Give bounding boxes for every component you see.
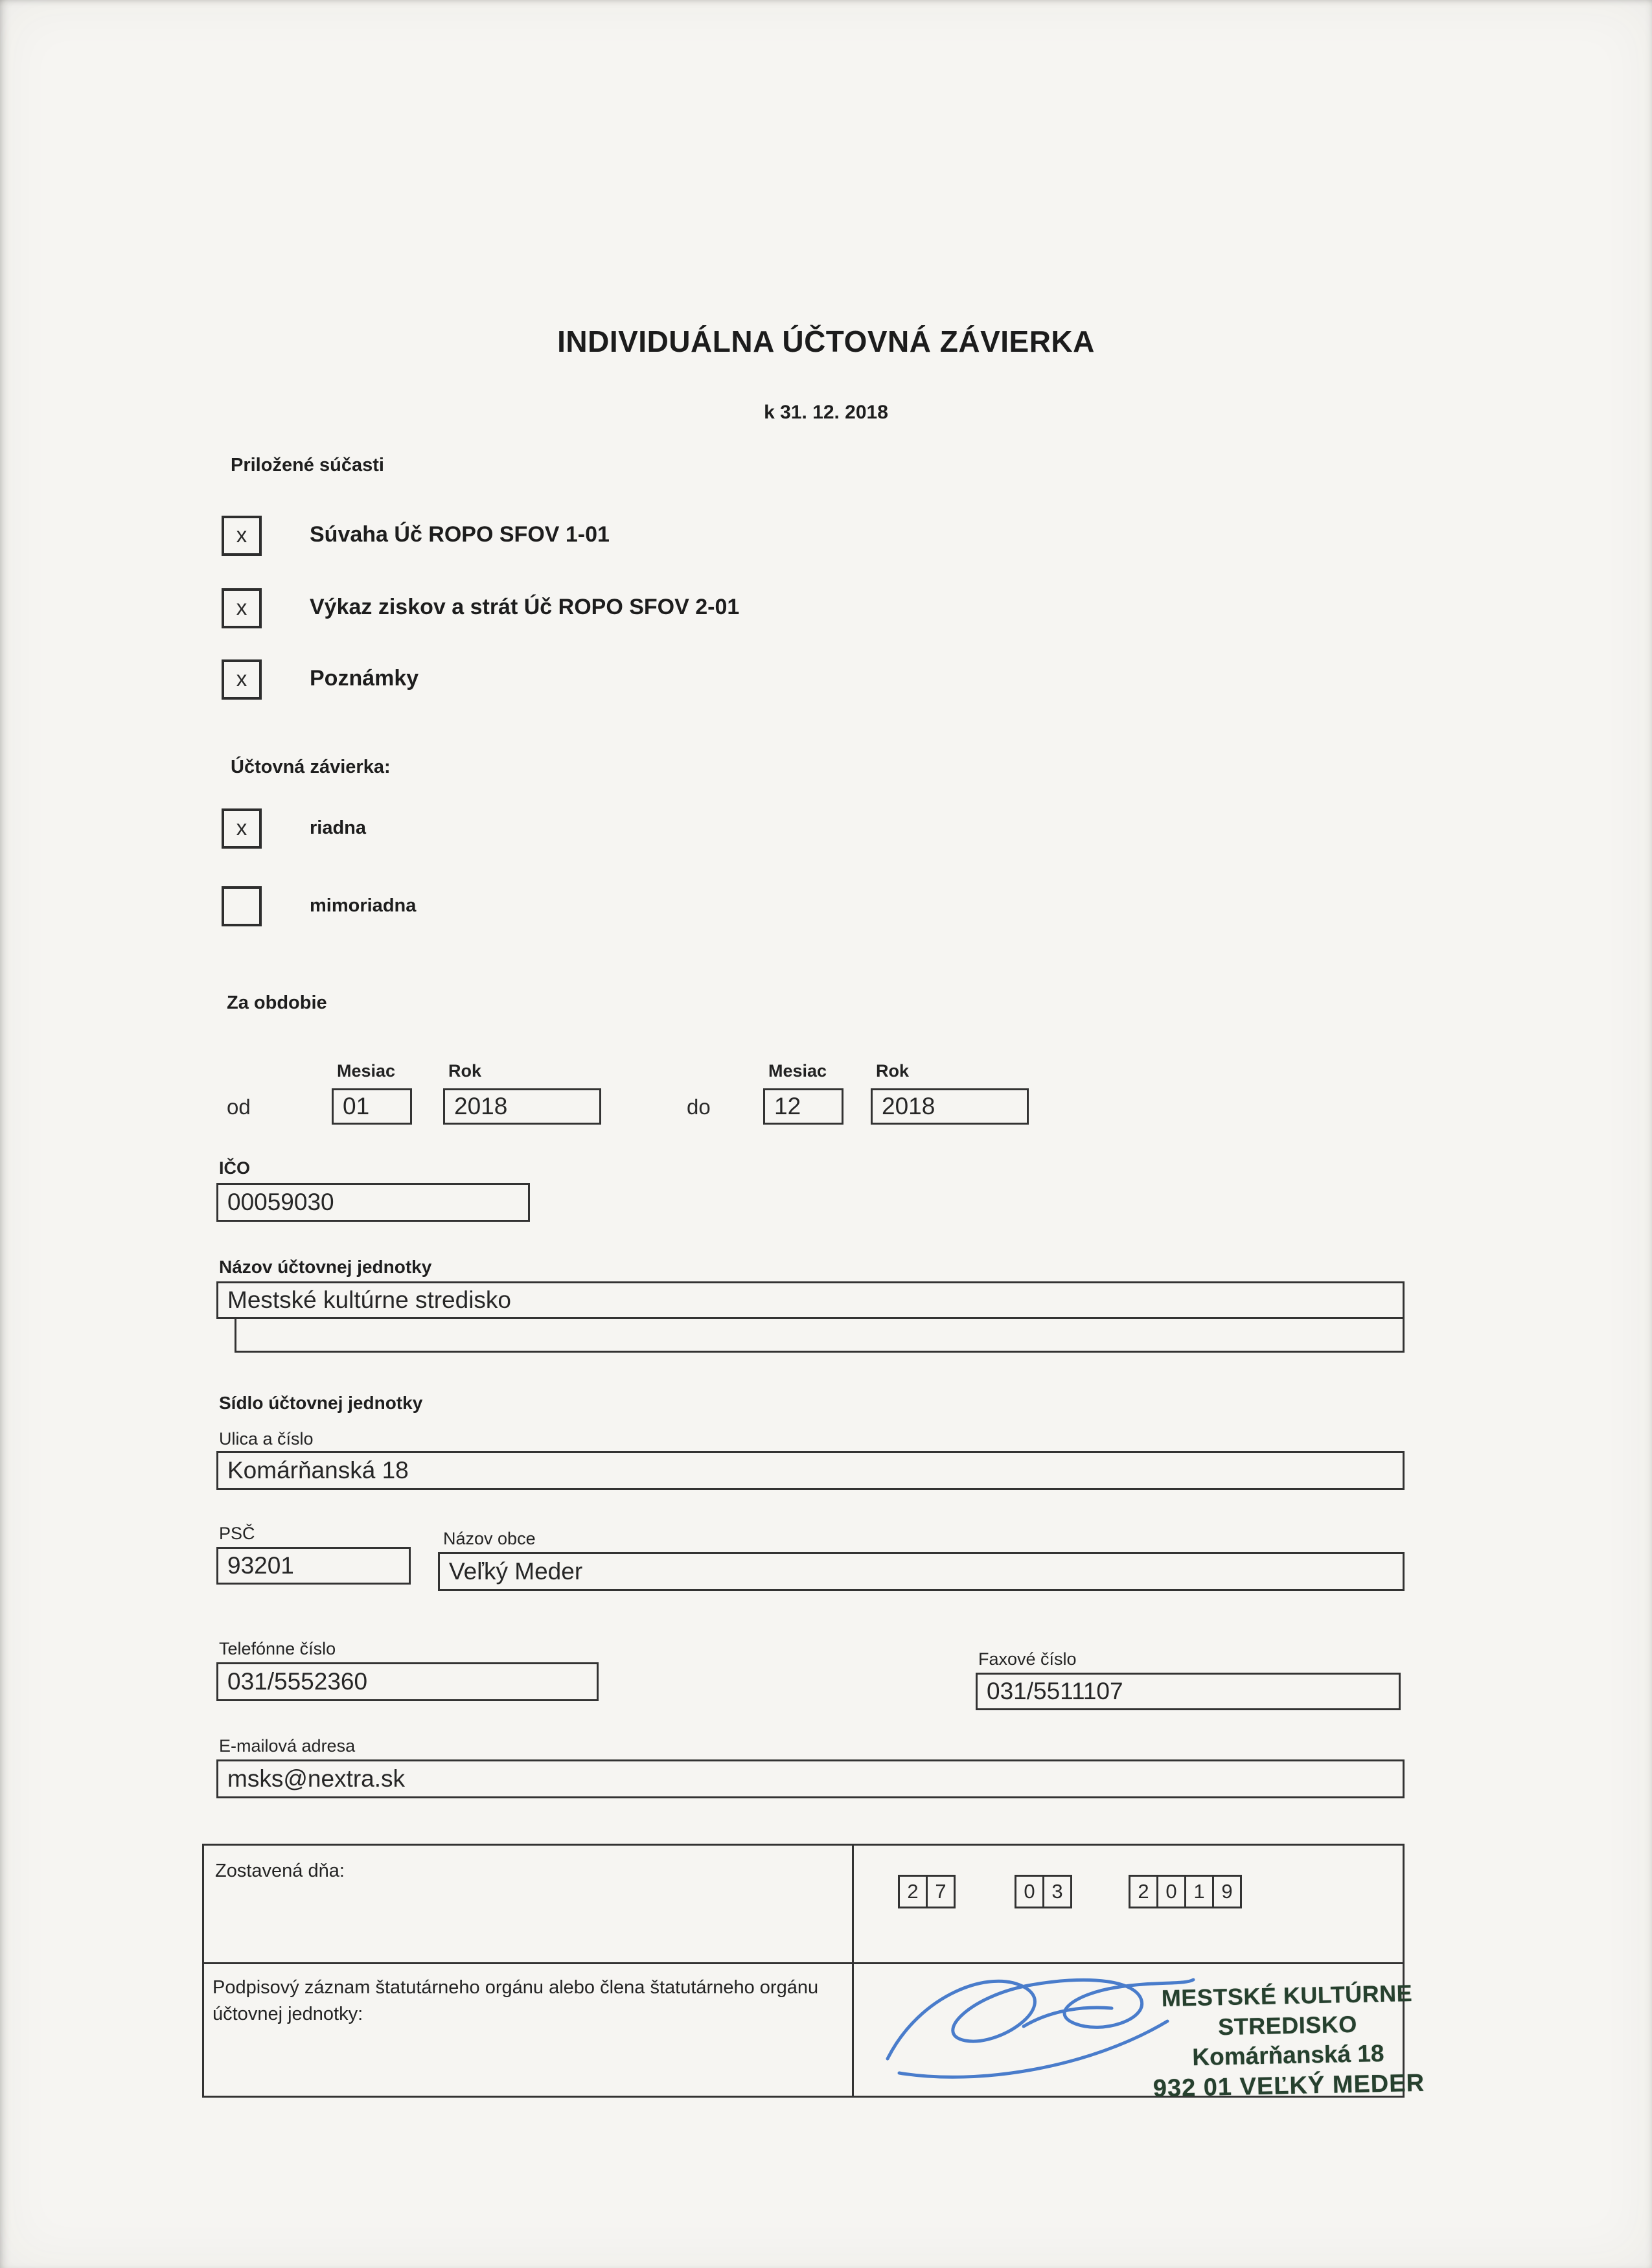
- email-value: msks@nextra.sk: [227, 1765, 405, 1792]
- compiled-on-label: Zostavená dňa:: [215, 1861, 345, 1881]
- email-label: E-mailová adresa: [219, 1736, 356, 1756]
- town-label: Názov obce: [443, 1529, 536, 1548]
- period-to-label: do: [687, 1095, 711, 1119]
- company-stamp: [1092, 1977, 1484, 2106]
- ico-field: [216, 1183, 530, 1222]
- date-digit: 1: [1184, 1875, 1214, 1908]
- date-year-boxes: [1129, 1875, 1242, 1908]
- ico-label: IČO: [219, 1158, 251, 1178]
- month-label-from: Mesiac: [337, 1061, 396, 1081]
- email-field: [216, 1759, 1405, 1798]
- entity-name-field-row2: [235, 1317, 1405, 1353]
- town-value: Veľký Meder: [449, 1558, 583, 1585]
- checkbox-suvaha: [222, 516, 262, 556]
- date-month-boxes: [1015, 1875, 1072, 1908]
- date-digit: 0: [1015, 1875, 1044, 1908]
- date-digit: 3: [1042, 1875, 1072, 1908]
- month-label-to: Mesiac: [768, 1061, 827, 1081]
- period-from-label: od: [227, 1095, 251, 1119]
- to-month-field: [763, 1088, 843, 1125]
- period-heading: Za obdobie: [227, 992, 327, 1013]
- to-year-value: 2018: [882, 1093, 935, 1119]
- entity-name-value: Mestské kultúrne stredisko: [227, 1287, 512, 1313]
- date-digit: 2: [898, 1875, 928, 1908]
- checkbox-vykaz: [222, 588, 262, 628]
- fax-field: [976, 1673, 1401, 1710]
- attachments-heading: Priložené súčasti: [231, 455, 384, 475]
- street-label: Ulica a číslo: [219, 1429, 314, 1449]
- signature-record-label: Podpisový záznam štatutárneho orgánu alebo člena štatutárneho orgánu účtovnej jednotky:: [212, 1977, 819, 2024]
- date-digit: 0: [1156, 1875, 1186, 1908]
- address-heading: Sídlo účtovnej jednotky: [219, 1393, 423, 1413]
- fax-value: 031/5511107: [987, 1678, 1123, 1704]
- checkbox-mark: x: [236, 666, 247, 691]
- table-vertical-divider: [852, 1846, 854, 2096]
- psc-value: 93201: [227, 1552, 294, 1579]
- table-horizontal-divider: [204, 1962, 1403, 1964]
- town-field: [438, 1552, 1405, 1591]
- date-digit: 7: [926, 1875, 956, 1908]
- to-year-field: [871, 1088, 1029, 1125]
- fax-label: Faxové číslo: [978, 1649, 1077, 1669]
- checkbox-mark: x: [236, 815, 247, 840]
- street-value: Komárňanská 18: [227, 1457, 409, 1483]
- street-field: [216, 1451, 1405, 1490]
- checkbox-mark: x: [236, 522, 247, 547]
- psc-label: PSČ: [219, 1524, 255, 1543]
- statement-label-riadna: riadna: [310, 818, 367, 838]
- date-digit: 2: [1129, 1875, 1158, 1908]
- phone-field: [216, 1662, 599, 1701]
- year-label-to: Rok: [876, 1061, 910, 1081]
- statement-type-heading: Účtovná závierka:: [231, 757, 391, 777]
- attachment-label-poznamky: Poznámky: [310, 666, 419, 691]
- date-digit: 9: [1212, 1875, 1242, 1908]
- checkbox-poznamky: [222, 659, 262, 700]
- from-year-field: [443, 1088, 601, 1125]
- year-label-from: Rok: [448, 1061, 482, 1081]
- to-month-value: 12: [774, 1093, 801, 1119]
- from-month-value: 01: [343, 1093, 370, 1119]
- entity-name-field: [216, 1281, 1405, 1319]
- phone-value: 031/5552360: [227, 1668, 368, 1695]
- form-title: INDIVIDUÁLNA ÚČTOVNÁ ZÁVIERKA: [557, 325, 1095, 358]
- attachment-label-vykaz: Výkaz ziskov a strát Úč ROPO SFOV 2-01: [310, 595, 740, 619]
- attachment-label-suvaha: Súvaha Úč ROPO SFOV 1-01: [310, 522, 610, 547]
- statement-label-mimoriadna: mimoriadna: [310, 895, 417, 916]
- stamp-line: 932 01 VEĽKÝ MEDER: [1153, 2069, 1425, 2103]
- form-date-subtitle: k 31. 12. 2018: [764, 402, 888, 423]
- from-year-value: 2018: [454, 1093, 508, 1119]
- date-day-boxes: [898, 1875, 956, 1908]
- checkbox-mark: x: [236, 595, 247, 619]
- stamp-line: MESTSKÉ KULTÚRNE STREDISKO: [1161, 1979, 1413, 2041]
- checkbox-mimoriadna: [222, 886, 262, 926]
- from-month-field: [332, 1088, 412, 1125]
- psc-field: [216, 1547, 411, 1585]
- stamp-line: Komárňanská 18: [1191, 2039, 1384, 2071]
- phone-label: Telefónne číslo: [219, 1639, 336, 1658]
- ico-value: 00059030: [227, 1189, 334, 1215]
- entity-name-label: Názov účtovnej jednotky: [219, 1257, 432, 1277]
- checkbox-riadna: [222, 808, 262, 849]
